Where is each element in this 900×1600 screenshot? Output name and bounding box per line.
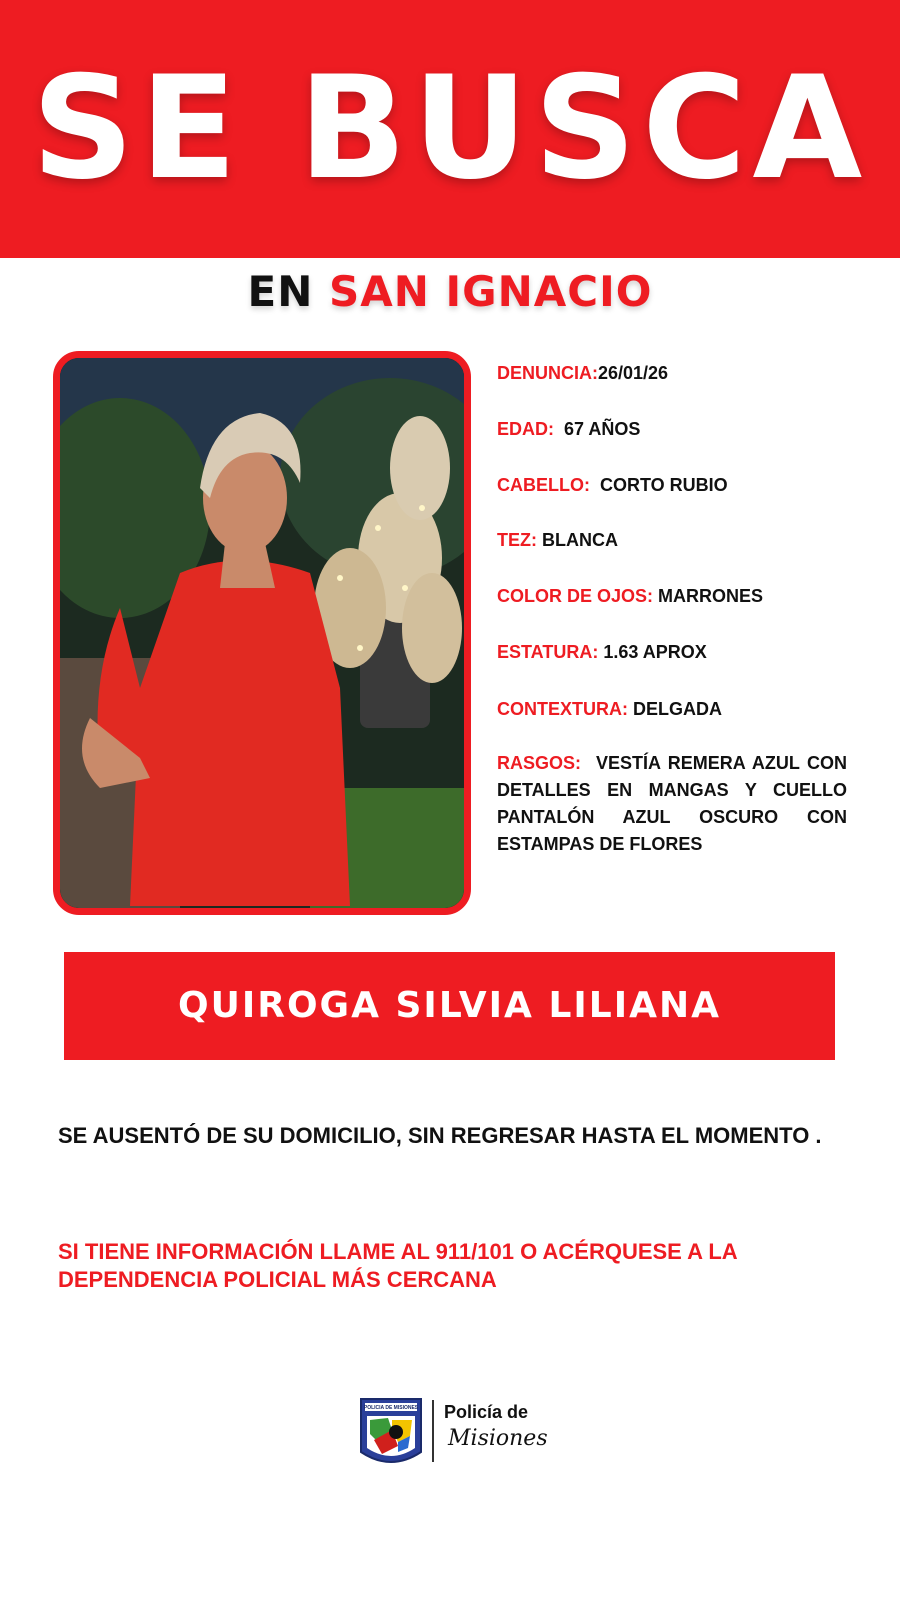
contact-instructions: SI TIENE INFORMACIÓN LLAME AL 911/101 O ACÉRQUESE A LA DEPENDENCIA POLICIAL MÁS CERCANA xyxy=(58,1239,737,1292)
rasgos-value: VESTÍA REMERA AZUL CON DETALLES EN MANGAS Y CUELLO PANTALÓN AZUL OSCURO CON ESTAMPAS DE FLORES xyxy=(497,753,847,854)
ojos-label: COLOR DE OJOS: xyxy=(497,586,654,606)
edad-label: EDAD: xyxy=(497,419,554,439)
rasgos-label: RASGOS: xyxy=(497,753,582,773)
police-logo xyxy=(358,1396,558,1480)
detail-edad xyxy=(497,419,847,440)
denuncia-label: DENUNCIA: xyxy=(497,363,598,383)
subtitle-prefix: EN xyxy=(247,267,314,316)
missing-person-photo xyxy=(53,351,471,915)
absence-description: SE AUSENTÓ DE SU DOMICILIO, SIN REGRESAR HASTA EL MOMENTO . xyxy=(58,1123,822,1148)
org-name-line1: Policía de xyxy=(444,1402,529,1422)
header-banner xyxy=(0,0,900,258)
cabello-value: CORTO RUBIO xyxy=(600,475,728,495)
detail-contextura xyxy=(497,699,847,720)
tez-value: BLANCA xyxy=(542,530,619,550)
detail-cabello xyxy=(497,475,847,496)
contextura-value: DELGADA xyxy=(633,699,723,719)
org-name-line2: Misiones xyxy=(448,1426,548,1451)
detail-ojos xyxy=(497,586,847,607)
estatura-label: ESTATURA: xyxy=(497,642,599,662)
contextura-label: CONTEXTURA: xyxy=(497,699,628,719)
page-title: SE BUSCA xyxy=(31,46,869,211)
ojos-value: MARRONES xyxy=(658,586,764,606)
subtitle-place: SAN IGNACIO xyxy=(329,267,653,316)
estatura-value: 1.63 APROX xyxy=(603,642,707,662)
name-banner xyxy=(64,952,835,1060)
location-subtitle xyxy=(0,264,900,320)
badge-text: POLICIA DE MISIONES xyxy=(363,1405,419,1411)
cabello-label: CABELLO: xyxy=(497,475,590,495)
edad-value: 67 AÑOS xyxy=(564,419,641,439)
person-name: QUIROGA SILVIA LILIANA xyxy=(178,985,721,1026)
logo-divider xyxy=(432,1400,434,1462)
detail-denuncia xyxy=(497,363,847,384)
tez-label: TEZ: xyxy=(497,530,537,550)
detail-rasgos xyxy=(497,750,847,858)
detail-estatura xyxy=(497,642,847,663)
police-badge-icon xyxy=(358,1396,424,1474)
denuncia-value: 26/01/26 xyxy=(598,363,669,383)
detail-tez xyxy=(497,530,847,551)
photo-illustration xyxy=(60,358,464,908)
